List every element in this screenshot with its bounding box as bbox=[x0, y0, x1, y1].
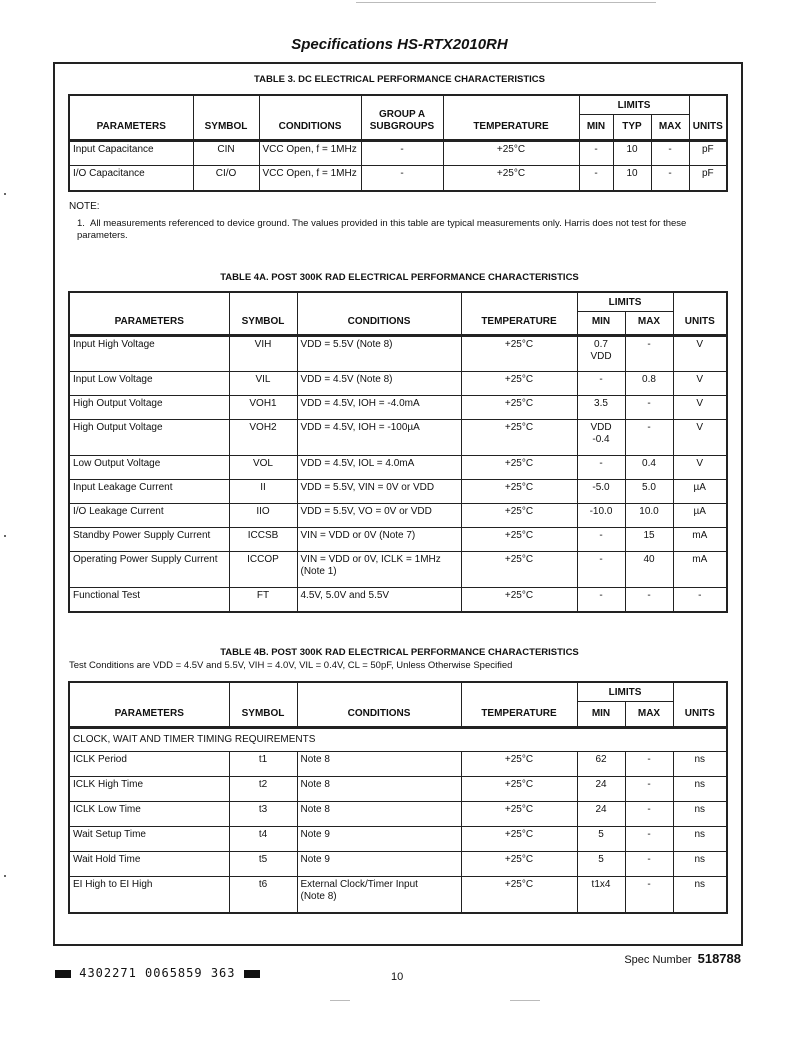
min-cell-line2: -0.4 bbox=[592, 434, 610, 445]
units-cell: µA bbox=[673, 504, 727, 528]
col-temperature: TEMPERATURE bbox=[461, 292, 577, 336]
conditions-cell bbox=[297, 528, 461, 552]
max-cell: 15 bbox=[625, 528, 673, 552]
conditions-cell bbox=[297, 877, 461, 913]
units-cell: ns bbox=[673, 752, 727, 777]
units-cell: V bbox=[673, 420, 727, 456]
table3-caption: TABLE 3. DC ELECTRICAL PERFORMANCE CHARACTERISTICS bbox=[254, 74, 545, 85]
table-row bbox=[69, 752, 727, 777]
table4b-caption: TABLE 4B. POST 300K RAD ELECTRICAL PERFORMANCE CHARACTERISTICS bbox=[220, 647, 579, 658]
col-parameters: PARAMETERS bbox=[69, 682, 229, 728]
min-cell bbox=[577, 528, 625, 552]
conditions-cell bbox=[297, 552, 461, 588]
conditions-cell bbox=[297, 420, 461, 456]
conditions-cell bbox=[297, 372, 461, 396]
param-cell: ICLK Low Time bbox=[69, 802, 229, 827]
min-cell-line1: 3.5 bbox=[594, 398, 608, 409]
col-limits: LIMITS bbox=[577, 292, 673, 312]
param-cell: Low Output Voltage bbox=[69, 456, 229, 480]
symbol-cell: VOH2 bbox=[229, 420, 297, 456]
min-cell: 5 bbox=[577, 827, 625, 852]
note-body bbox=[77, 218, 727, 242]
param-cell: High Output Voltage bbox=[69, 396, 229, 420]
temperature-cell: +25°C bbox=[461, 336, 577, 372]
units-cell: ns bbox=[673, 852, 727, 877]
conditions-cell-line1: VDD = 5.5V (Note 8) bbox=[300, 339, 393, 350]
conditions-cell-line2: (Note 8) bbox=[300, 891, 337, 902]
min-cell-line1: - bbox=[599, 554, 603, 565]
table-row bbox=[69, 504, 727, 528]
col-parameters: PARAMETERS bbox=[69, 95, 193, 141]
note-title: NOTE: bbox=[69, 201, 100, 212]
units-cell: pF bbox=[689, 166, 727, 191]
param-cell: ICLK High Time bbox=[69, 777, 229, 802]
table-row bbox=[69, 877, 727, 913]
conditions-cell-line2: (Note 1) bbox=[300, 566, 337, 577]
symbol-cell: CI/O bbox=[193, 166, 259, 191]
page-number: 10 bbox=[391, 971, 404, 983]
min-cell: 24 bbox=[577, 777, 625, 802]
conditions-cell-line1: VDD = 5.5V, VO = 0V or VDD bbox=[300, 506, 432, 517]
param-cell: High Output Voltage bbox=[69, 420, 229, 456]
barcode-block-left bbox=[55, 970, 71, 978]
units-cell: V bbox=[673, 372, 727, 396]
table-row bbox=[69, 528, 727, 552]
min-cell-line1: - bbox=[599, 590, 603, 601]
min-cell-line1: -10.0 bbox=[589, 506, 613, 517]
conditions-cell-line1: Note 8 bbox=[300, 754, 330, 765]
conditions-cell bbox=[297, 396, 461, 420]
col-parameters: PARAMETERS bbox=[69, 292, 229, 336]
group-cell: - bbox=[361, 141, 443, 166]
col-min: MIN bbox=[577, 702, 625, 728]
min-cell-line1: -5.0 bbox=[592, 482, 610, 493]
symbol-cell: t6 bbox=[229, 877, 297, 913]
units-cell: µA bbox=[673, 480, 727, 504]
symbol-cell: VOL bbox=[229, 456, 297, 480]
max-cell: 5.0 bbox=[625, 480, 673, 504]
col-max: MAX bbox=[651, 115, 689, 141]
min-cell bbox=[577, 372, 625, 396]
max-cell: 0.8 bbox=[625, 372, 673, 396]
conditions-cell bbox=[297, 827, 461, 852]
units-cell: pF bbox=[689, 141, 727, 166]
max-cell: 10.0 bbox=[625, 504, 673, 528]
param-cell: ICLK Period bbox=[69, 752, 229, 777]
symbol-cell: VOH1 bbox=[229, 396, 297, 420]
conditions-cell bbox=[297, 456, 461, 480]
col-limits: LIMITS bbox=[579, 95, 689, 115]
conditions-cell bbox=[297, 777, 461, 802]
note-text: All measurements referenced to device ground. The values provided in this table are typical measurements only. Harris does not test for these parameters. bbox=[77, 218, 687, 241]
conditions-cell-line1: 4.5V, 5.0V and 5.5V bbox=[300, 590, 390, 601]
conditions-cell bbox=[297, 504, 461, 528]
temperature-cell: +25°C bbox=[461, 396, 577, 420]
temperature-cell: +25°C bbox=[461, 852, 577, 877]
units-cell: V bbox=[673, 396, 727, 420]
conditions-cell-line1: VDD = 4.5V, IOH = -4.0mA bbox=[300, 398, 420, 409]
param-cell: Input High Voltage bbox=[69, 336, 229, 372]
table-row bbox=[69, 396, 727, 420]
symbol-cell: VIL bbox=[229, 372, 297, 396]
table4a-caption: TABLE 4A. POST 300K RAD ELECTRICAL PERFORMANCE CHARACTERISTICS bbox=[220, 272, 579, 283]
symbol-cell: VIH bbox=[229, 336, 297, 372]
col-typ: TYP bbox=[613, 115, 651, 141]
scan-dot bbox=[4, 875, 6, 877]
min-cell: - bbox=[579, 166, 613, 191]
col-symbol: SYMBOL bbox=[193, 95, 259, 141]
param-cell: Functional Test bbox=[69, 588, 229, 612]
scan-line bbox=[356, 2, 656, 3]
conditions-cell-line1: VDD = 4.5V, IOH = -100µA bbox=[300, 422, 420, 433]
symbol-cell: ICCSB bbox=[229, 528, 297, 552]
temperature-cell: +25°C bbox=[461, 504, 577, 528]
spec-number bbox=[624, 951, 741, 966]
max-cell: - bbox=[625, 777, 673, 802]
units-cell: V bbox=[673, 336, 727, 372]
col-min: MIN bbox=[577, 312, 625, 336]
conditions-cell: VCC Open, f = 1MHz bbox=[259, 141, 361, 166]
min-cell bbox=[577, 480, 625, 504]
temperature-cell: +25°C bbox=[461, 420, 577, 456]
symbol-cell: CIN bbox=[193, 141, 259, 166]
param-cell: Wait Hold Time bbox=[69, 852, 229, 877]
table-row bbox=[69, 852, 727, 877]
max-cell: 0.4 bbox=[625, 456, 673, 480]
barcode bbox=[55, 966, 260, 980]
scan-line bbox=[510, 1000, 540, 1001]
barcode-block-right bbox=[244, 970, 260, 978]
conditions-cell-line1: Note 9 bbox=[300, 829, 330, 840]
conditions-cell-line1: External Clock/Timer Input bbox=[300, 879, 418, 890]
min-cell bbox=[577, 336, 625, 372]
min-cell: t1x4 bbox=[577, 877, 625, 913]
max-cell: - bbox=[625, 336, 673, 372]
scan-dot bbox=[4, 535, 6, 537]
table3 bbox=[68, 94, 728, 192]
conditions-cell-line1: Note 8 bbox=[300, 804, 330, 815]
units-cell: V bbox=[673, 456, 727, 480]
conditions-cell-line1: VDD = 4.5V (Note 8) bbox=[300, 374, 393, 385]
min-cell bbox=[577, 420, 625, 456]
col-limits: LIMITS bbox=[577, 682, 673, 702]
temperature-cell: +25°C bbox=[461, 456, 577, 480]
temperature-cell: +25°C bbox=[443, 166, 579, 191]
max-cell: - bbox=[625, 588, 673, 612]
table-row bbox=[69, 802, 727, 827]
conditions-cell bbox=[297, 480, 461, 504]
temperature-cell: +25°C bbox=[461, 877, 577, 913]
units-cell: mA bbox=[673, 528, 727, 552]
conditions-cell bbox=[297, 852, 461, 877]
group-cell: - bbox=[361, 166, 443, 191]
table-row bbox=[69, 777, 727, 802]
typ-cell: 10 bbox=[613, 166, 651, 191]
max-cell: 40 bbox=[625, 552, 673, 588]
param-cell: Input Low Voltage bbox=[69, 372, 229, 396]
col-temperature: TEMPERATURE bbox=[443, 95, 579, 141]
page-title: Specifications HS-RTX2010RH bbox=[291, 36, 508, 53]
symbol-cell: FT bbox=[229, 588, 297, 612]
table-row bbox=[69, 480, 727, 504]
symbol-cell: IIO bbox=[229, 504, 297, 528]
spec-number-label: Spec Number bbox=[624, 954, 692, 966]
table-row bbox=[69, 456, 727, 480]
col-conditions: CONDITIONS bbox=[259, 95, 361, 141]
max-cell: - bbox=[625, 827, 673, 852]
min-cell-line1: - bbox=[599, 530, 603, 541]
table-row bbox=[69, 166, 727, 191]
max-cell: - bbox=[625, 396, 673, 420]
conditions-cell-line1: VDD = 5.5V, VIN = 0V or VDD bbox=[300, 482, 435, 493]
col-symbol: SYMBOL bbox=[229, 292, 297, 336]
conditions-cell-line1: VIN = VDD or 0V, ICLK = 1MHz bbox=[300, 554, 441, 565]
table-row bbox=[69, 588, 727, 612]
group-a-label: GROUP A bbox=[378, 109, 426, 120]
symbol-cell: ICCOP bbox=[229, 552, 297, 588]
conditions-cell-line1: VDD = 4.5V, IOL = 4.0mA bbox=[300, 458, 415, 469]
symbol-cell: t5 bbox=[229, 852, 297, 877]
table-row bbox=[69, 372, 727, 396]
param-cell: Input Capacitance bbox=[69, 141, 193, 166]
symbol-cell: t4 bbox=[229, 827, 297, 852]
temperature-cell: +25°C bbox=[443, 141, 579, 166]
conditions-cell bbox=[297, 588, 461, 612]
units-cell: ns bbox=[673, 777, 727, 802]
conditions-cell bbox=[297, 336, 461, 372]
temperature-cell: +25°C bbox=[461, 552, 577, 588]
min-cell: 62 bbox=[577, 752, 625, 777]
table-row bbox=[69, 420, 727, 456]
col-units: UNITS bbox=[673, 292, 727, 336]
note-number: 1. bbox=[77, 218, 85, 229]
conditions-cell-line1: VIN = VDD or 0V (Note 7) bbox=[300, 530, 416, 541]
min-cell-line1: - bbox=[599, 458, 603, 469]
conditions-cell: VCC Open, f = 1MHz bbox=[259, 166, 361, 191]
temperature-cell: +25°C bbox=[461, 827, 577, 852]
param-cell: Standby Power Supply Current bbox=[69, 528, 229, 552]
max-cell: - bbox=[625, 752, 673, 777]
max-cell: - bbox=[625, 420, 673, 456]
param-cell: Wait Setup Time bbox=[69, 827, 229, 852]
table-row bbox=[69, 141, 727, 166]
min-cell-line1: - bbox=[599, 374, 603, 385]
col-group-a bbox=[361, 95, 443, 141]
min-cell: 5 bbox=[577, 852, 625, 877]
min-cell bbox=[577, 504, 625, 528]
min-cell bbox=[577, 396, 625, 420]
units-cell: ns bbox=[673, 827, 727, 852]
units-cell: ns bbox=[673, 802, 727, 827]
col-max: MAX bbox=[625, 702, 673, 728]
min-cell: - bbox=[579, 141, 613, 166]
temperature-cell: +25°C bbox=[461, 480, 577, 504]
col-min: MIN bbox=[579, 115, 613, 141]
table4b-subcaption: Test Conditions are VDD = 4.5V and 5.5V, VIH = 4.0V, VIL = 0.4V, CL = 50pF, Unless Otherwise Specified bbox=[69, 660, 513, 671]
max-cell: - bbox=[651, 141, 689, 166]
barcode-text: 4302271 0065859 363 bbox=[79, 966, 236, 980]
temperature-cell: +25°C bbox=[461, 372, 577, 396]
conditions-cell-line1: Note 8 bbox=[300, 779, 330, 790]
temperature-cell: +25°C bbox=[461, 777, 577, 802]
scan-dot bbox=[4, 193, 6, 195]
table-row bbox=[69, 827, 727, 852]
conditions-cell-line1: Note 9 bbox=[300, 854, 330, 865]
col-temperature: TEMPERATURE bbox=[461, 682, 577, 728]
min-cell: 24 bbox=[577, 802, 625, 827]
spec-number-value: 518788 bbox=[697, 951, 741, 966]
max-cell: - bbox=[625, 852, 673, 877]
min-cell-line1: 0.7 bbox=[594, 339, 608, 350]
min-cell-line2: VDD bbox=[590, 351, 612, 362]
min-cell bbox=[577, 552, 625, 588]
min-cell bbox=[577, 456, 625, 480]
temperature-cell: +25°C bbox=[461, 528, 577, 552]
symbol-cell: t2 bbox=[229, 777, 297, 802]
table4b bbox=[68, 681, 728, 914]
symbol-cell: t3 bbox=[229, 802, 297, 827]
units-cell: mA bbox=[673, 552, 727, 588]
subgroups-label: SUBGROUPS bbox=[369, 121, 435, 132]
symbol-cell: t1 bbox=[229, 752, 297, 777]
symbol-cell: II bbox=[229, 480, 297, 504]
max-cell: - bbox=[625, 802, 673, 827]
param-cell: EI High to EI High bbox=[69, 877, 229, 913]
temperature-cell: +25°C bbox=[461, 752, 577, 777]
max-cell: - bbox=[625, 877, 673, 913]
col-symbol: SYMBOL bbox=[229, 682, 297, 728]
conditions-cell bbox=[297, 802, 461, 827]
temperature-cell: +25°C bbox=[461, 588, 577, 612]
param-cell: Input Leakage Current bbox=[69, 480, 229, 504]
table-row bbox=[69, 552, 727, 588]
section-row: CLOCK, WAIT AND TIMER TIMING REQUIREMENTS bbox=[69, 728, 727, 752]
min-cell bbox=[577, 588, 625, 612]
col-max: MAX bbox=[625, 312, 673, 336]
max-cell: - bbox=[651, 166, 689, 191]
units-cell: ns bbox=[673, 877, 727, 913]
min-cell-line1: VDD bbox=[590, 422, 612, 433]
col-conditions: CONDITIONS bbox=[297, 292, 461, 336]
param-cell: I/O Leakage Current bbox=[69, 504, 229, 528]
table4a bbox=[68, 291, 728, 613]
param-cell: Operating Power Supply Current bbox=[69, 552, 229, 588]
scan-line bbox=[330, 1000, 350, 1001]
col-units: UNITS bbox=[673, 682, 727, 728]
table-row bbox=[69, 336, 727, 372]
col-units: UNITS bbox=[689, 95, 727, 141]
temperature-cell: +25°C bbox=[461, 802, 577, 827]
col-conditions: CONDITIONS bbox=[297, 682, 461, 728]
param-cell: I/O Capacitance bbox=[69, 166, 193, 191]
conditions-cell bbox=[297, 752, 461, 777]
typ-cell: 10 bbox=[613, 141, 651, 166]
units-cell: - bbox=[673, 588, 727, 612]
